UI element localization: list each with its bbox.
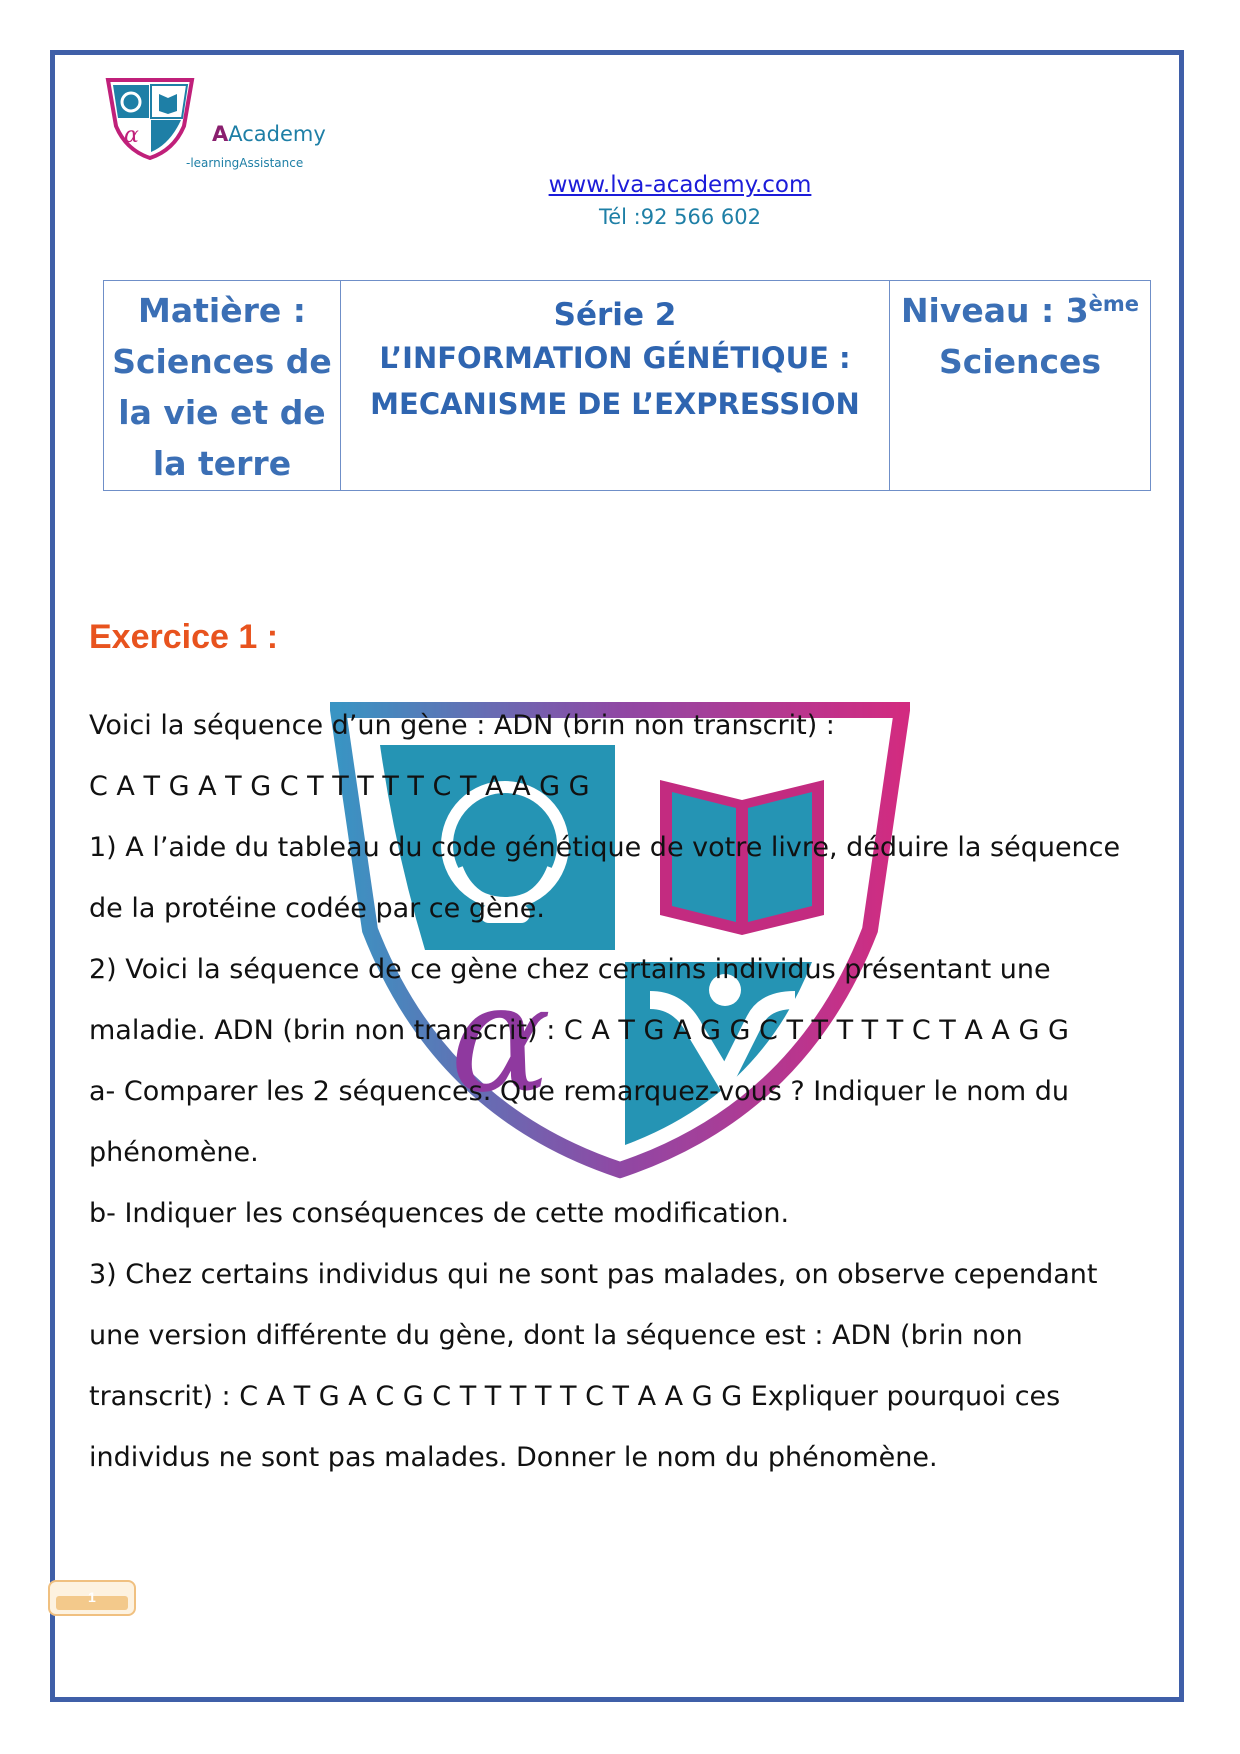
exercise-line: une version différente du gène, dont la séquence est : ADN (brin non [89,1320,1023,1351]
svg-text:α: α [450,952,552,1126]
website-link[interactable]: www.lva-academy.com [548,172,812,198]
level-cell [890,281,1151,491]
exercise-line: Voici la séquence d’un gène : ADN (brin non transcrit) : [89,710,835,741]
academy-logo [104,78,334,178]
subject-cell [104,281,341,491]
page-number-badge [48,1580,136,1616]
subject-line: la vie et de [118,393,326,432]
exercise-line: phénomène. [89,1137,259,1168]
subject-line: Sciences de [112,342,332,381]
subject-line: la terre [152,444,292,483]
exercise-line: 2) Voici la séquence de ce gène chez certains individus présentant une [89,954,1051,985]
series-title-line: MECANISME DE L’EXPRESSION [370,387,860,421]
logo-tagline: -learningAssistance [186,156,304,170]
exercise-line: 3) Chez certains individus qui ne sont pas malades, on observe cependant [89,1259,1098,1290]
exercise-line: individus ne sont pas malades. Donner le nom du phénomène. [89,1442,938,1473]
level-line: Niveau : 3ème [900,291,1140,330]
exercise-line: transcrit) : C A T G A C G C T T T T T C T A A G G Expliquer pourquoi ces [89,1381,1061,1412]
exercise-line: a- Comparer les 2 séquences. Que remarquez-vous ? Indiquer le nom du [89,1076,1069,1107]
exercise-title: Exercice 1 : [89,618,279,656]
exercise-line: maladie. ADN (brin non transcrit) : C A T G A G G C T T T T T C T A A G G [89,1015,1069,1046]
exercise-section [89,618,1149,1488]
exercise-line: 1) A l’aide du tableau du code génétique de votre livre, déduire la séquence [89,832,1121,863]
exercise-line: de la protéine codée par ce gène. [89,893,545,924]
series-title-line: L’INFORMATION GÉNÉTIQUE : [379,341,851,375]
shield-logo-icon [104,78,196,160]
subject-line: Matière : [138,291,306,330]
logo-name: AAcademy [212,122,326,146]
exercise-line: C A T G A T G C T T T T T C T A A G G [89,771,590,802]
svg-text:α: α [124,123,139,148]
page-number: 1 [88,1589,96,1605]
level-line: Sciences [938,342,1102,381]
exercise-line: b- Indiquer les conséquences de cette modification. [89,1198,790,1229]
phone-number: Tél :92 566 602 [598,205,761,229]
series-label: Série 2 [553,297,677,333]
info-table [103,280,1151,491]
series-cell [341,281,890,491]
